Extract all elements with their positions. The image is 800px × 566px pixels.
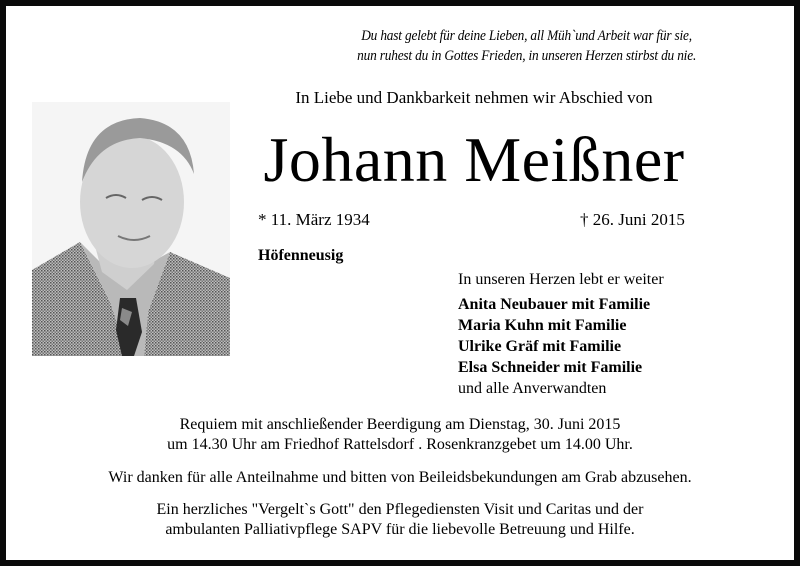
birth-date: * 11. März 1934 [258, 210, 370, 229]
portrait-image [32, 102, 230, 356]
mourner-item: Anita Neubauer mit Familie [458, 296, 651, 313]
gratitude-line-2: ambulanten Palliativpflege SAPV für die liebevolle Betreuung und Hilfe. [165, 521, 635, 538]
mourner-item: Ulrike Gräf mit Familie [458, 338, 622, 355]
mourners-list [458, 294, 650, 399]
mourner-item: Elsa Schneider mit Familie [458, 359, 643, 376]
mourner-item: Maria Kuhn mit Familie [458, 317, 627, 334]
obituary-card [6, 6, 794, 560]
verse-line-1: Du hast gelebt für deine Lieben, all Müh`und Arbeit war für sie, [361, 28, 692, 44]
service-line-1: Requiem mit anschließender Beerdigung am Dienstag, 30. Juni 2015 [179, 416, 621, 433]
memorial-verse [44, 26, 769, 66]
mourners-closing: und alle Anverwandten [458, 380, 607, 397]
service-line-2: um 14.30 Uhr am Friedhof Rattelsdorf . Rosenkranzgebet um 14.00 Uhr. [167, 436, 633, 453]
hometown: Höfenneusig [258, 247, 344, 264]
death-date: † 26. Juni 2015 [580, 210, 685, 229]
gratitude-note [6, 500, 794, 540]
gratitude-line-1: Ein herzliches "Vergelt`s Gott" den Pflegediensten Visit und Caritas und der [156, 501, 644, 518]
portrait-photo [32, 102, 230, 356]
thanks-note: Wir danken für alle Anteilnahme und bitten von Beileidsbekundungen am Grab abzusehen. [108, 469, 692, 486]
farewell-intro: In Liebe und Dankbarkeit nehmen wir Abschied von [295, 88, 653, 107]
service-details [6, 415, 794, 455]
deceased-name: Johann Meißner [263, 124, 685, 195]
verse-line-2: nun ruhest du in Gottes Frieden, in unseren Herzen stirbst du nie. [357, 48, 697, 64]
mourners-heading: In unseren Herzen lebt er weiter [458, 271, 664, 288]
